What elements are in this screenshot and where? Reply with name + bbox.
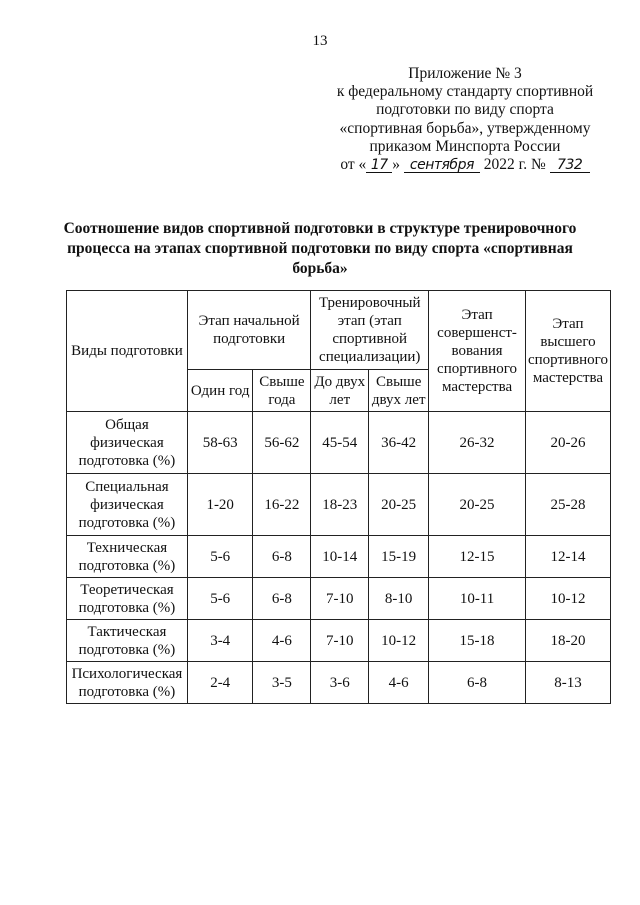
table-cell: 5-6 <box>187 578 253 620</box>
table-row <box>67 474 611 536</box>
header-improvement-stage: Этап совершенст-вования спортивного мастерства <box>429 291 526 412</box>
appendix-line-5: приказом Минспорта России <box>369 137 561 155</box>
subheader-one-year: Один год <box>187 370 253 412</box>
table-cell: 4-6 <box>253 620 311 662</box>
appendix-line-3: подготовки по виду спорта <box>376 101 554 119</box>
table-cell: 12-14 <box>525 536 610 578</box>
training-ratio-table <box>66 290 611 704</box>
date-day-handwritten: 17 <box>366 158 392 173</box>
table-cell: 6-8 <box>253 536 311 578</box>
date-mid: » <box>392 156 401 174</box>
table-cell: 3-5 <box>253 662 311 704</box>
table-cell: 1-20 <box>187 474 253 536</box>
row-label: Теоретическая подготовка (%) <box>67 578 188 620</box>
table-cell: 26-32 <box>429 412 526 474</box>
row-label: Тактическая подготовка (%) <box>67 620 188 662</box>
table-cell: 56-62 <box>253 412 311 474</box>
table-cell: 58-63 <box>187 412 253 474</box>
table-cell: 6-8 <box>253 578 311 620</box>
subheader-over-year: Свыше года <box>253 370 311 412</box>
appendix-block <box>300 65 630 174</box>
appendix-line-4: «спортивная борьба», утвержденному <box>339 119 591 137</box>
table-cell: 18-23 <box>311 474 369 536</box>
table-cell: 12-15 <box>429 536 526 578</box>
table-cell: 16-22 <box>253 474 311 536</box>
table-cell: 15-18 <box>429 620 526 662</box>
date-month-handwritten: сентября <box>404 158 480 173</box>
table-row <box>67 412 611 474</box>
table-cell: 10-11 <box>429 578 526 620</box>
table-cell: 8-10 <box>369 578 429 620</box>
order-number-handwritten: 732 <box>550 158 590 173</box>
table-cell: 20-25 <box>369 474 429 536</box>
header-training-stage: Тренировочный этап (этап спортивной специализации) <box>311 291 429 370</box>
table-cell: 25-28 <box>525 474 610 536</box>
table-cell: 3-6 <box>311 662 369 704</box>
subheader-up-to-two-years: До двух лет <box>311 370 369 412</box>
header-kinds: Виды подготовки <box>67 291 188 412</box>
appendix-date-line <box>300 156 630 174</box>
table-cell: 10-12 <box>369 620 429 662</box>
table-cell: 7-10 <box>311 578 369 620</box>
subheader-over-two-years: Свыше двух лет <box>369 370 429 412</box>
table-row <box>67 536 611 578</box>
header-initial-stage: Этап начальной подготовки <box>187 291 310 370</box>
table-cell: 20-25 <box>429 474 526 536</box>
row-label: Техническая подготовка (%) <box>67 536 188 578</box>
document-title: Соотношение видов спортивной подготовки в структуре тренировочного процесса на этапах спортивной подготовки по виду спорта «спортивная борьба» <box>63 220 577 277</box>
page-number: 13 <box>312 33 328 49</box>
table-cell: 45-54 <box>311 412 369 474</box>
table-cell: 6-8 <box>429 662 526 704</box>
table-cell: 5-6 <box>187 536 253 578</box>
date-prefix: от « <box>340 156 367 174</box>
appendix-line-1: Приложение № 3 <box>408 65 522 82</box>
table-row <box>67 578 611 620</box>
table-cell: 2-4 <box>187 662 253 704</box>
appendix-line-2: к федеральному стандарту спортивной <box>336 83 594 101</box>
row-label: Специальная физическая подготовка (%) <box>67 474 188 536</box>
table-cell: 10-14 <box>311 536 369 578</box>
table-row <box>67 662 611 704</box>
row-label: Психологическая подготовка (%) <box>67 662 188 704</box>
header-highest-stage: Этап высшего спортивного мастерства <box>525 291 610 412</box>
table-cell: 3-4 <box>187 620 253 662</box>
row-label: Общая физическая подготовка (%) <box>67 412 188 474</box>
table-cell: 10-12 <box>525 578 610 620</box>
date-year: 2022 г. № <box>483 156 546 174</box>
table-cell: 18-20 <box>525 620 610 662</box>
table-cell: 7-10 <box>311 620 369 662</box>
table-cell: 20-26 <box>525 412 610 474</box>
table-row <box>67 620 611 662</box>
table-cell: 8-13 <box>525 662 610 704</box>
table-cell: 15-19 <box>369 536 429 578</box>
table-cell: 36-42 <box>369 412 429 474</box>
table-cell: 4-6 <box>369 662 429 704</box>
